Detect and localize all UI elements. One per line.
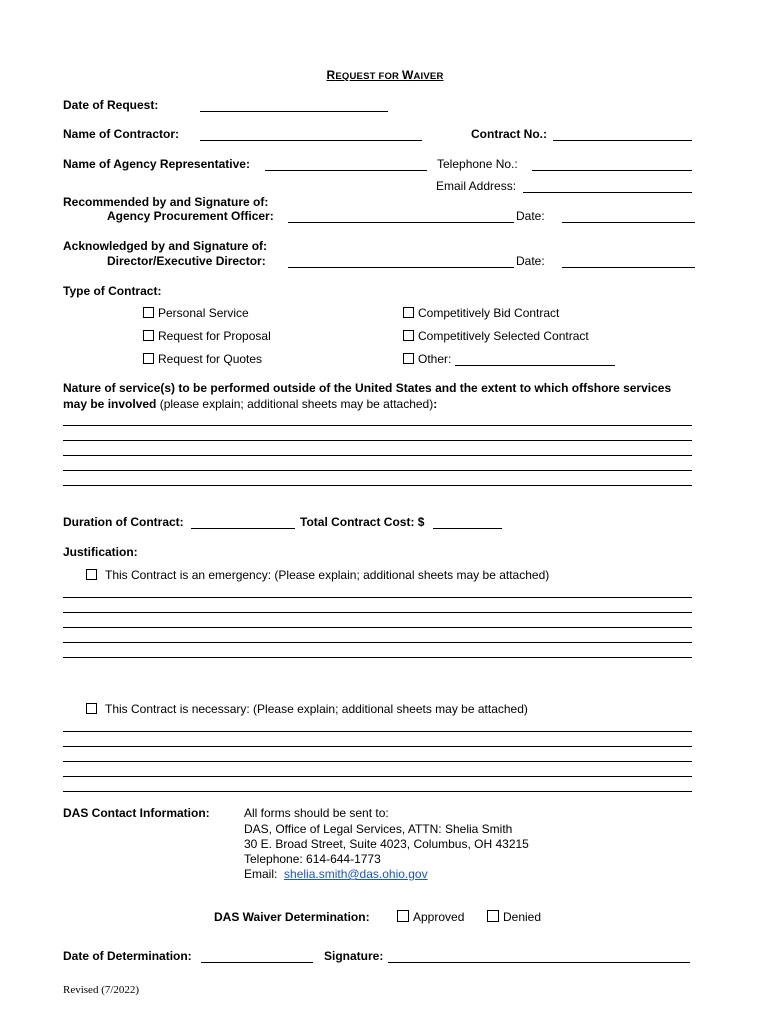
necessary-line[interactable] [63, 761, 692, 762]
date-label-1: Date: [516, 209, 545, 223]
agency-rep-label: Name of Agency Representative: [63, 157, 250, 171]
email-label: Email Address: [436, 179, 517, 193]
emergency-line[interactable] [63, 657, 692, 658]
contractor-field[interactable] [200, 140, 422, 141]
option-other[interactable]: Other: [403, 352, 451, 366]
denied-option[interactable]: Denied [487, 910, 541, 924]
emergency-line[interactable] [63, 612, 692, 613]
agency-rep-field[interactable] [265, 170, 427, 171]
checkbox-icon[interactable] [86, 569, 97, 580]
das-contact-phone: Telephone: 614-644-1773 [244, 852, 381, 866]
page-title: REQUEST FOR WAIVER [326, 68, 444, 82]
email-link[interactable]: shelia.smith@das.ohio.gov [284, 867, 428, 881]
option-request-for-quotes[interactable]: Request for Quotes [143, 352, 262, 366]
emergency-line[interactable] [63, 627, 692, 628]
recommended-label: Recommended by and Signature of: [63, 195, 269, 209]
das-contact-line: DAS, Office of Legal Services, ATTN: Shelia Smith [244, 822, 513, 836]
checkbox-icon[interactable] [487, 910, 499, 922]
date-of-request-field[interactable] [200, 111, 388, 112]
date-of-determination-label: Date of Determination: [63, 949, 192, 963]
nature-question-cont: may be involved (please explain; additional sheets may be attached): [63, 397, 438, 411]
necessary-line[interactable] [63, 776, 692, 777]
das-contact-line: All forms should be sent to: [244, 806, 389, 820]
necessary-option[interactable]: This Contract is necessary: (Please explain; additional sheets may be attached) [86, 702, 528, 716]
telephone-field[interactable] [532, 170, 692, 171]
date-field-2[interactable] [562, 267, 695, 268]
das-contact-label: DAS Contact Information: [63, 806, 210, 820]
option-competitively-selected[interactable]: Competitively Selected Contract [403, 329, 589, 343]
checkbox-icon[interactable] [143, 307, 154, 318]
procurement-signature-field[interactable] [288, 222, 514, 223]
checkbox-icon[interactable] [403, 330, 414, 341]
nature-line[interactable] [63, 455, 692, 456]
nature-line[interactable] [63, 470, 692, 471]
necessary-line[interactable] [63, 791, 692, 792]
nature-line[interactable] [63, 425, 692, 426]
total-cost-field[interactable] [433, 528, 502, 529]
date-of-determination-field[interactable] [201, 962, 313, 963]
justification-label: Justification: [63, 545, 138, 559]
acknowledged-label: Acknowledged by and Signature of: [63, 239, 268, 253]
checkbox-icon[interactable] [143, 330, 154, 341]
emergency-line[interactable] [63, 642, 692, 643]
nature-line[interactable] [63, 485, 692, 486]
necessary-line[interactable] [63, 731, 692, 732]
date-label-2: Date: [516, 254, 545, 268]
emergency-option[interactable]: This Contract is an emergency: (Please explain; additional sheets may be attached) [86, 568, 549, 582]
necessary-line[interactable] [63, 746, 692, 747]
contract-no-field[interactable] [553, 140, 692, 141]
checkbox-icon[interactable] [403, 307, 414, 318]
option-request-for-proposal[interactable]: Request for Proposal [143, 329, 271, 343]
signature-field[interactable] [388, 962, 690, 963]
nature-line[interactable] [63, 440, 692, 441]
approved-option[interactable]: Approved [397, 910, 464, 924]
checkbox-icon[interactable] [86, 703, 97, 714]
director-signature-field[interactable] [288, 267, 514, 268]
duration-field[interactable] [191, 528, 295, 529]
type-of-contract-label: Type of Contract: [63, 284, 162, 298]
emergency-line[interactable] [63, 597, 692, 598]
other-field[interactable] [455, 365, 615, 366]
revised-footer: Revised (7/2022) [63, 984, 140, 996]
email-field[interactable] [523, 192, 692, 193]
signature-label: Signature: [324, 949, 384, 963]
waiver-determination-label: DAS Waiver Determination: [214, 910, 370, 924]
procurement-officer-label: Agency Procurement Officer: [107, 209, 274, 223]
contract-no-label: Contract No.: [471, 127, 547, 141]
date-of-request-label: Date of Request: [63, 98, 159, 112]
checkbox-icon[interactable] [143, 353, 154, 364]
contractor-label: Name of Contractor: [63, 127, 180, 141]
option-personal-service[interactable]: Personal Service [143, 306, 249, 320]
checkbox-icon[interactable] [397, 910, 409, 922]
telephone-label: Telephone No.: [437, 157, 518, 171]
duration-label: Duration of Contract: [63, 515, 184, 529]
das-contact-line: 30 E. Broad Street, Suite 4023, Columbus, OH 43215 [244, 837, 529, 851]
nature-question: Nature of service(s) to be performed outside of the United States and the extent to which offshore services [63, 381, 672, 395]
option-competitively-bid[interactable]: Competitively Bid Contract [403, 306, 559, 320]
director-label: Director/Executive Director: [107, 254, 266, 268]
das-contact-email: Email: shelia.smith@das.ohio.gov [244, 867, 428, 881]
date-field-1[interactable] [562, 222, 695, 223]
total-cost-label: Total Contract Cost: $ [300, 515, 425, 529]
checkbox-icon[interactable] [403, 353, 414, 364]
